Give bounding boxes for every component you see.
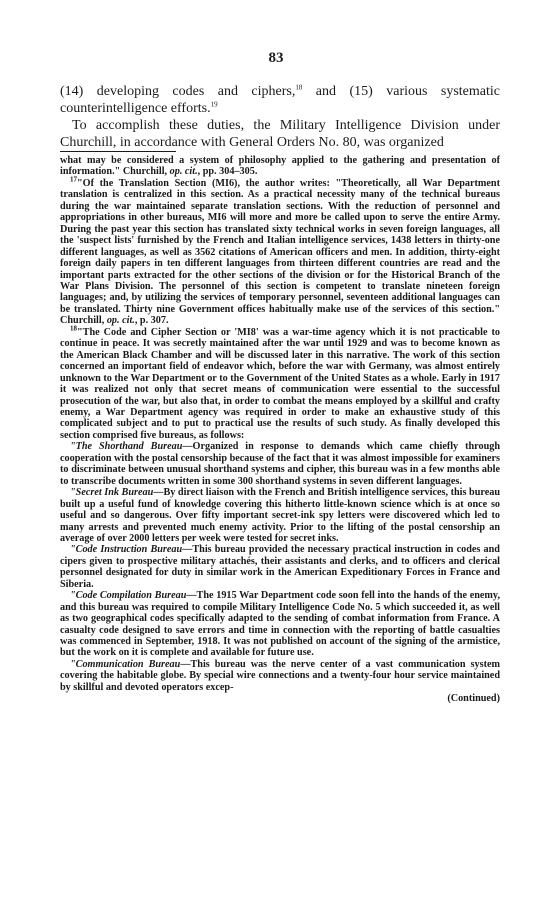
code-compilation-bureau-label: "Code Compilation Bureau <box>70 590 187 602</box>
footnote-divider <box>60 151 176 152</box>
footnote-ref-18: 18 <box>295 83 303 92</box>
page-number: 83 <box>268 50 284 66</box>
main-paragraph-2: To accomplish these duties, the Military Intelligence Division under Churchill, in accordance with General Orders No. 80, was organized <box>60 118 500 150</box>
footnote-17-op: op. cit. <box>106 315 135 327</box>
footnote-ref-19: 19 <box>210 100 218 109</box>
footnote-continuation-text: what may be considered a system of philosophy applied to the gathering and presentation of information." Churchill, <box>60 155 500 178</box>
code-instruction-bureau-label: "Code Instruction Bureau <box>70 544 183 556</box>
continued-label: (Continued) <box>447 693 500 705</box>
shorthand-bureau-label: "The Shorthand Bureau <box>70 441 183 453</box>
footnote-17-end: , p. 307. <box>134 315 169 327</box>
secret-ink-bureau-text: —By direct liaison with the French and British intelligence services, this bureau built up a useful fund of knowledge covering this hitherto little-known science which is at once so useful and so dangerous. Over fifty important secret-ink spy letters were discovered which led to many arrests and prevented much enemy activity. Prior to the lifting of the postal censorship an average of over 2000 letters per week were tested for secret inks. <box>60 487 500 544</box>
footnote-code-instruction-bureau <box>60 544 500 590</box>
communication-bureau-text: —This bureau was the nerve center of a vast communication system covering the habitable globe. By special wire connections and a twenty-four hour service maintained by skillful and devoted operators excep- <box>60 658 500 693</box>
footnote-code-compilation-bureau <box>60 590 500 659</box>
main-text-line1: (14) developing codes and ciphers, <box>60 84 296 99</box>
footnote-18 <box>60 324 500 442</box>
footnote-communication-bureau <box>60 659 500 693</box>
footnote-secret-ink-bureau <box>60 487 500 544</box>
footnote-17-marker: 17 <box>70 175 77 184</box>
main-text-line1b: and (15) various systematic counterintelligence efforts. <box>60 84 500 116</box>
footnote-17 <box>60 175 500 327</box>
footnote-shorthand-bureau <box>60 441 500 487</box>
footnote-18-text: "The Code and Cipher Section or 'MI8' was a war-time agency which it is not practicable to continue in peace. It was secretly maintained after the war until 1929 and was to become known as the American Black Chamber and will be discussed later in this narrative. The work of this section concerned an important field of endeavor which, before the war with Germany, was almost entirely unknown to the War Department or to the Government of the United States as a whole. Early in 1917 it was realized not only that secret means of communication were essential to the successful prosecution of the war, but also that, in order to combat the means employed by a skillful and crafty enemy, a War Department agency was required in order to make an exhaustive study of this complicated subject and to put to practical use the results of such study. As finally developed this section comprised five bureaus, as follows: <box>60 326 500 441</box>
footnotes <box>60 155 500 705</box>
main-paragraph-1 <box>60 83 500 117</box>
secret-ink-bureau-label: "Secret Ink Bureau <box>70 487 154 499</box>
footnote-continuation-op: op. cit. <box>169 166 198 178</box>
footnote-continuation <box>60 155 500 178</box>
footnote-continuation-end: , pp. 304–305. <box>197 166 258 178</box>
code-compilation-bureau-text: —The 1915 War Department code soon fell into the hands of the enemy, and this bureau was required to compile Military Intelligence Code No. 5 which succeeded it, as well as two geographical codes specifically adapted to the sending of combat information from France. A casualty code designed to save errors and time in connection with the reporting of battle casualties was commenced in September, 1918. It was not published on account of the signing of the armistice, but the work on it is complete and available for future use. <box>60 590 500 659</box>
main-text <box>60 83 500 151</box>
footnote-17-text: "Of the Translation Section (MI6), the author writes: "Theoretically, all War Department translation is centralized in this section. As a practical necessity many of the technical bureaus during the war maintained separate translation sections. With the reduction of personnel and appropriations in other bureaus, MI6 will more and more be called upon to serve the entire Army. During the past year this section has translated sixty technical works in seven foreign languages, all the 'suspect lists' furnished by the French and Italian intelligence services, 1438 letters in thirty-one different languages, as well as 3562 citations of American officers and men. In addition, thirty-eight foreign daily papers in ten different languages from thirteen different countries are read and the important parts extracted for the other sections of the division or for the Historical Branch of the War Plans Division. The personnel of this section is competent to translate nineteen foreign languages; and, by utilizing the services of temporary personnel, seventeen additional languages can be translated. Thirty nine Government offices habitually make use of the services of this section." Churchill, <box>60 177 500 327</box>
communication-bureau-label: "Communication Bureau <box>70 658 181 670</box>
code-instruction-bureau-text: —This bureau provided the necessary practical instruction in codes and cipers given to prospective military attachés, their assistants and clerks, and to officers and clerical personnel designated for duty in similar work in the American Expeditionary Forces in France and Siberia. <box>60 544 500 590</box>
shorthand-bureau-text: —Organized in response to demands which came chiefly through cooperation with the postal censorship because of the fact that it was almost impossible for examiners to discriminate between unusual shorthand systems and cipher, this bureau was in a few months able to transcribe documents written in some 300 shorthand systems in seven different languages. <box>60 441 500 487</box>
footnote-18-marker: 18 <box>70 324 77 333</box>
